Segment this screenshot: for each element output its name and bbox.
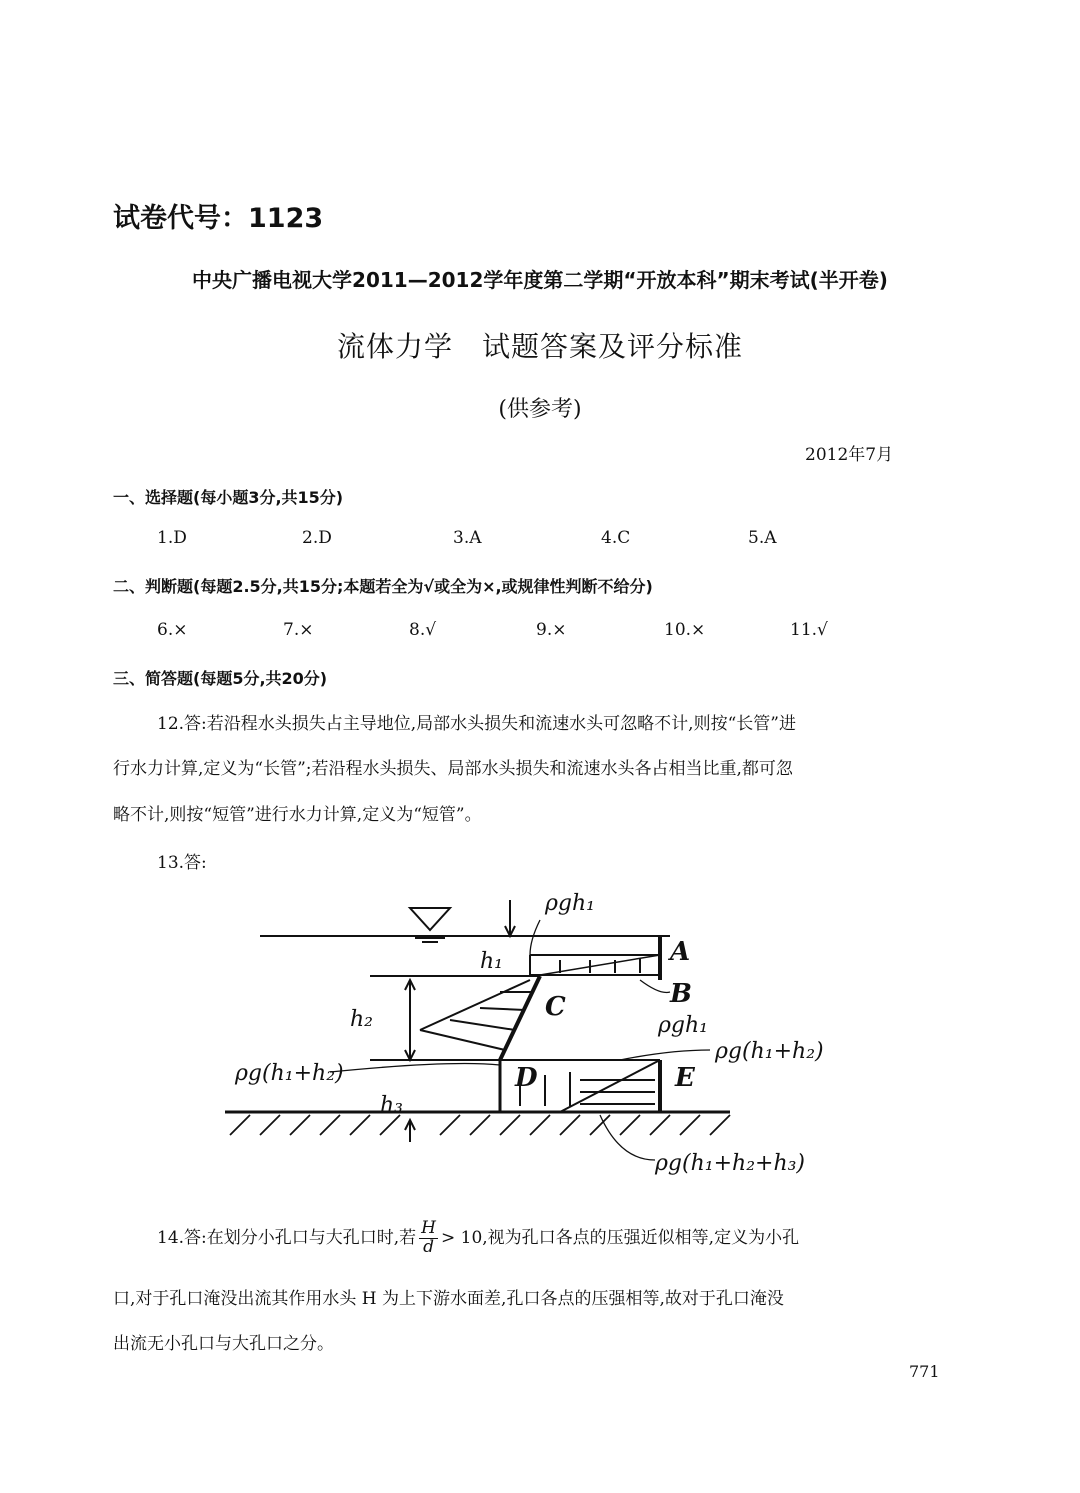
q12-line2: 行水力计算,定义为“长管”;若沿程水头损失、局部水头损失和流速水头各占相当比重,都可忽: [113, 759, 793, 779]
label-A: A: [670, 937, 691, 967]
answer-8: 8.√: [409, 620, 437, 640]
label-p-B: ρgh₁: [658, 1013, 709, 1038]
section2-heading: 二、判断题(每题2.5分,共15分;本题若全为√或全为×,或规律性判断不给分): [113, 577, 653, 596]
water-level-icon: [410, 908, 450, 930]
label-p-top: ρgh₁: [545, 891, 596, 916]
q13-label: 13.答:: [157, 853, 207, 873]
fraction-numerator: H: [421, 1218, 436, 1239]
answer-10: 10.×: [664, 620, 706, 640]
label-p-bottom: ρg(h₁+h₂+h₃): [655, 1151, 806, 1176]
q14-line2: 口,对于孔口淹没出流其作用水头 H 为上下游水面差,孔口各点的压强相等,故对于孔口淹没: [113, 1289, 784, 1309]
answer-1: 1.D: [157, 528, 187, 548]
label-B: B: [670, 979, 692, 1009]
answer-2: 2.D: [302, 528, 332, 548]
q14-line1: [157, 1218, 799, 1258]
answer-9: 9.×: [536, 620, 567, 640]
section1-heading: 一、选择题(每小题3分,共15分): [113, 488, 344, 507]
label-D: D: [515, 1063, 538, 1093]
exam-code: 试卷代号：1123: [113, 203, 324, 234]
q14-line1-post: > 10,视为孔口各点的压强近似相等,定义为小孔: [441, 1228, 800, 1248]
page-number: 771: [909, 1362, 940, 1381]
fraction-denominator: d: [423, 1237, 435, 1257]
answer-7: 7.×: [283, 620, 314, 640]
answer-5: 5.A: [748, 528, 777, 548]
q12-line1: 12.答:若沿程水头损失占主导地位,局部水头损失和流速水头可忽略不计,则按“长管”进: [157, 714, 796, 734]
answer-11: 11.√: [790, 620, 828, 640]
label-C: C: [545, 992, 566, 1022]
pressure-diagram: [200, 880, 900, 1180]
section3-heading: 三、简答题(每题5分,共20分): [113, 669, 328, 688]
label-E: E: [675, 1063, 695, 1093]
answer-6: 6.×: [157, 620, 188, 640]
page-title: 流体力学 试题答案及评分标准: [336, 330, 743, 363]
answer-3: 3.A: [453, 528, 482, 548]
label-p-E: ρg(h₁+h₂): [715, 1039, 824, 1064]
exam-date: 2012年7月: [805, 445, 894, 465]
h-over-d-fraction: [419, 1220, 438, 1257]
label-h2: h₂: [350, 1007, 373, 1032]
q14-line1-pre: 14.答:在划分小孔口与大孔口时,若: [157, 1228, 417, 1248]
reference-note: (供参考): [498, 397, 582, 422]
answer-4: 4.C: [601, 528, 631, 548]
q14-line3: 出流无小孔口与大孔口之分。: [113, 1334, 334, 1354]
label-p-left: ρg(h₁+h₂): [235, 1061, 344, 1086]
label-h3: h₃: [380, 1093, 403, 1118]
exam-header: 中央广播电视大学2011—2012学年度第二学期“开放本科”期末考试(半开卷): [192, 268, 888, 292]
q12-line3: 略不计,则按“短管”进行水力计算,定义为“短管”。: [113, 805, 482, 825]
label-h1: h₁: [480, 949, 503, 974]
